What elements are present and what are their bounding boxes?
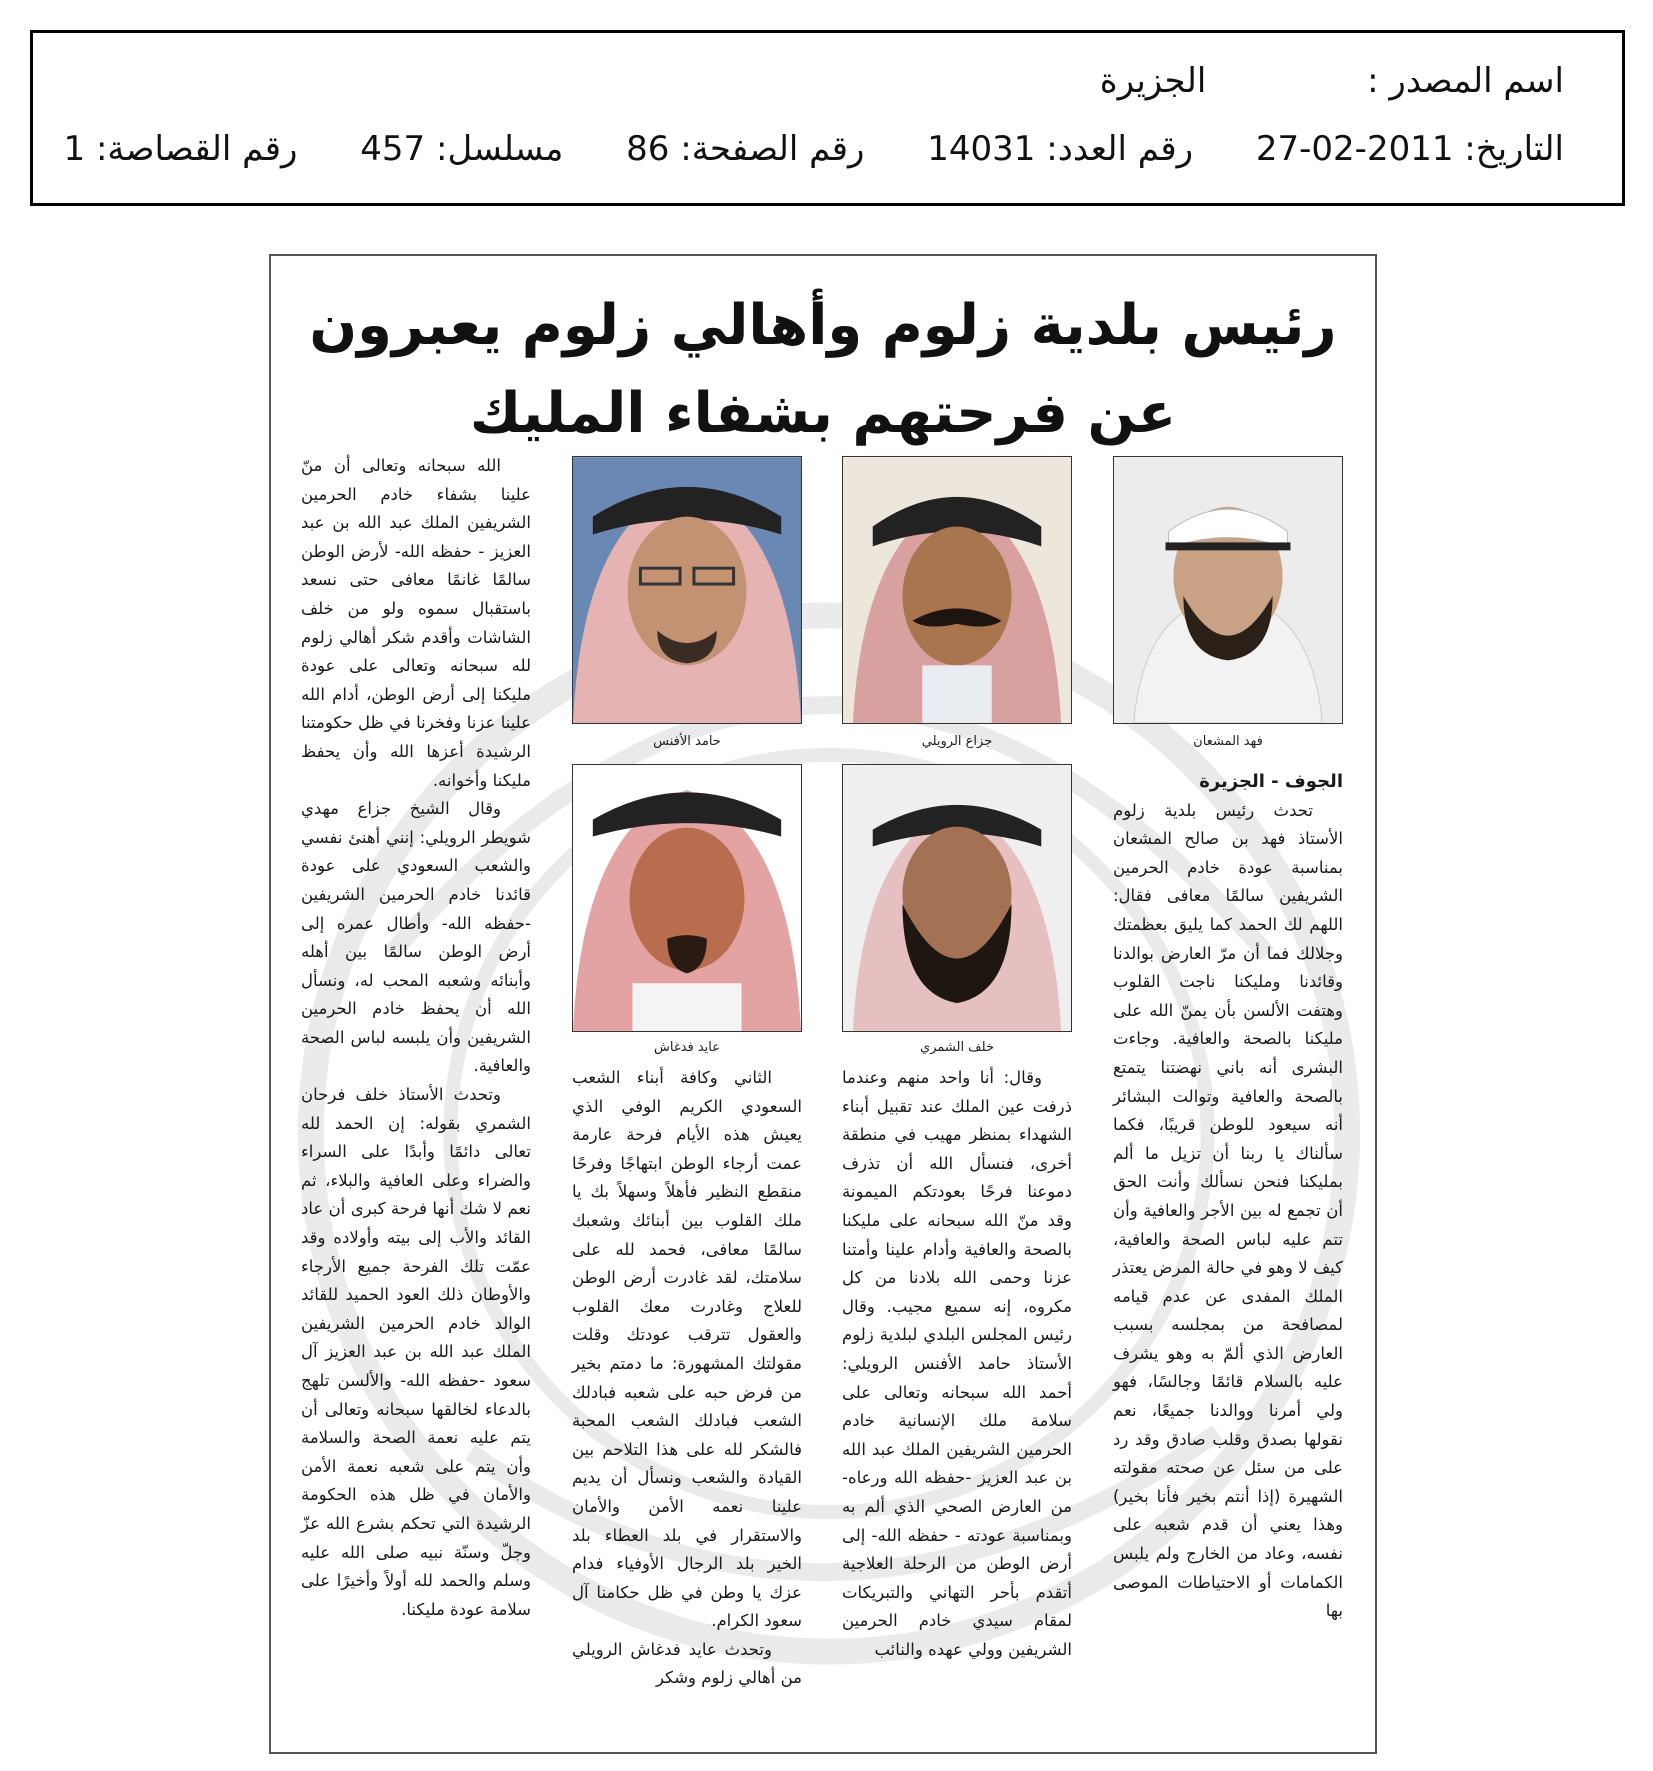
serial-value: 457 — [360, 129, 426, 169]
source-info-box — [30, 30, 1625, 206]
photo-caption-3: حامد الأفنس — [653, 734, 721, 749]
portrait-photo-2 — [842, 456, 1072, 724]
headline-line-1: رئيس بلدية زلوم وأهالي زلوم يعبرون — [309, 293, 1337, 358]
clip-label: رقم القصاصة: — [95, 129, 298, 169]
headline — [271, 282, 1375, 458]
issue-label: رقم العدد: — [1046, 129, 1194, 169]
page-label: رقم الصفحة: — [680, 129, 865, 169]
dateline-paper: الجزيرة — [1199, 771, 1265, 792]
column-3 — [572, 1064, 802, 1693]
source-row — [1100, 61, 1564, 101]
portrait-image-3 — [573, 457, 801, 723]
headline-line-2: عن فرحتهم بشفاء المليك — [469, 381, 1177, 446]
portrait-image-2 — [843, 457, 1071, 723]
photo-caption-5: عايد فدغاش — [654, 1040, 720, 1055]
serial-label: مسلسل: — [436, 129, 564, 169]
issue-value: 14031 — [927, 129, 1036, 169]
portrait-photo-1 — [1113, 456, 1343, 724]
paragraph: الله سبحانه وتعالى أن منّ علينا بشفاء خادم الحرمين الشريفين الملك عبد الله بن عبد العزيز - حفظه الله- لأرض الوطن سالمًا غانمًا معافى حتى نسعد باستقبال سموه ولو من خلف الشاشات وأقدم شكر أهالي زلوم لله سبحانه وتعالى على عودة مليكنا إلى أرض الوطن، أدام الله علينا عزنا وفخرنا في ظل حكومتنا الرشيدة أعزها الله وأن يحفظ مليكنا وأخوانه. — [301, 456, 531, 790]
photo-caption-4: خلف الشمري — [920, 1040, 994, 1055]
portrait-image-1 — [1114, 457, 1342, 723]
portrait-photo-3 — [572, 456, 802, 724]
paragraph: وتحدث عايد فدغاش الرويلي من أهالي زلوم وشكر — [572, 1639, 802, 1688]
source-value: الجزيرة — [1099, 61, 1207, 101]
paragraph: تحدث رئيس بلدية زلوم الأستاذ فهد بن صالح المشعان بمناسبة عودة خادم الحرمين الشريفين سالمًا معافى فقال: اللهم لك الحمد كما يليق بعظمتك وجلالك فما أن مرّ العارض بوالدنا وقائدنا ومليكنا ناجت القلوب وهتفت الألسن بأن يمنّ الله على مليكنا بالصحة والعافية. وجاءت البشرى أنه باني نهضتنا يتمتع بالصحة والعافية وتوالت البشائر أنه سيعود للوطن قريبًا، فكما سألناك يا ربنا أن تزيل ما ألم بمليكنا فنحن نسألك وأنت الحق أن تجمع له بين الأجر والعافية وأن تتم عليه لباس الصحة والعافية، كيف لا وهو في حالة المرض يعتذر الملك المفدى عن عدم قيامه لمصافحة من بمجلسه بسبب العارض الذي ألمّ به وهو يشرف عليه بالسلام قائمًا وجالسًا، فهو ولي أمرنا ووالدنا جميعًا، نعم نقولها بصدق وقلب صادق وقد رد على من سئل عن صحته مقولته الشهيرة (إذا أنتم بخير فأنا بخير) وهذا يعني أن قدم شعبه على نفسه، وعاد من الخارج ولم يلبس الكمامات أو الاحتياطات الموصى بها — [1113, 800, 1343, 1621]
portrait-image-4 — [843, 765, 1071, 1031]
portrait-photo-4 — [842, 764, 1072, 1032]
paragraph: الثاني وكافة أبناء الشعب السعودي الكريم الوفي الذي يعيش هذه الأيام فرحة عارمة عمت أرجاء الوطن ابتهاجًا وفرحًا منقطع النظير فأهلاً وسهلاً بك يا ملك القلوب بين أبنائك وشعبك سالمًا معافى، فحمد لله على سلامتك، لقد غادرت أرض الوطن للعلاج وغادرت معك القلوب والعقول تترقب عودتك وقلت مقولتك المشهورة: ما دمتم بخير من فرض حبه على شعبه فبادلك الشعب فبادلك الشعب المحبة فالشكر لله على هذا التلاحم بين القيادة والشعب ونسأل أن يديم علينا نعمه الأمن والأمان والاستقرار في بلد العطاء بلد الخير بلد الرجال الأوفياء فدام عزك يا وطن في ظل حكامنا آل سعود الكرام. — [572, 1068, 802, 1631]
portrait-photo-5 — [572, 764, 802, 1032]
portrait-image-5 — [573, 765, 801, 1031]
source-label: اسم المصدر : — [1367, 61, 1564, 101]
dateline — [1113, 768, 1343, 797]
column-4 — [301, 452, 531, 1624]
photo-caption-2: جزاع الرويلي — [921, 734, 993, 749]
clip-value: 1 — [63, 129, 86, 169]
paragraph: وقال: أنا واحد منهم وعندما ذرفت عين الملك عند تقبيل أبناء الشهداء بمنظر مهيب في منطقة أخرى، فنسأل الله أن تذرف دموعنا فرحًا بعودتكم الميمونة وقد منّ الله سبحانه على مليكنا بالصحة والعافية وأدام علينا وأمتنا عزنا وحمى الله بلادنا من كل مكروه، إنه سميع مجيب. وقال رئيس المجلس البلدي لبلدية زلوم الأستاذ حامد الأفنس الرويلي: أحمد الله سبحانه وتعالى على سلامة ملك الإنسانية خادم الحرمين الشريفين الملك عبد الله بن عبد العزيز -حفظه الله ورعاه- من العارض الصحي الذي ألم به وبمناسبة عودته - حفظه الله- إلى أرض الوطن من الرحلة العلاجية أتقدم بأحر التهاني والتبريكات لمقام سيدي خادم الحرمين الشريفين وولي عهده والنائب — [842, 1068, 1072, 1659]
column-2 — [842, 1064, 1072, 1664]
photo-caption-1: فهد المشعان — [1193, 734, 1263, 749]
paragraph: وقال الشيخ جزاع مهدي شويطر الرويلي: إنني أهنئ نفسي والشعب السعودي على عودة قائدنا خادم الحرمين الشريفين -حفظه الله- وأطال عمره إلى أرض الوطن سالمًا بين أهله وأبنائه وشعبه المحب له، ونسأل الله أن يحفظ خادم الحرمين الشريفين وأن يلبسه لباس الصحة والعافية. — [301, 799, 531, 1076]
details-row — [12, 129, 1565, 169]
paragraph: وتحدث الأستاذ خلف فرحان الشمري بقوله: إن الحمد لله تعالى دائمًا وأبدًا على السراء والضراء وعلى العافية والبلاء، ثم نعم لا شك أنها فرحة كبرى أن عاد القائد والأب إلى بيته وأولاده وقد عمّت تلك الفرحة جميع الأرجاء والأوطان ذلك العود الحميد للقائد الوالد خادم الحرمين الشريفين الملك عبد الله بن عبد العزيز آل سعود -حفظه الله- والألسن تلهج بالدعاء لخالقها سبحانه وتعالى أن يتم عليه نعمة الصحة والسلامة وأن يتم على شعبه نعمة الأمن والأمان في ظل هذه الحكومة الرشيدة التي تحكم بشرع الله عزّ وجلّ وسنّة نبيه صلى الله عليه وسلم والحمد لله أولاً وأخيرًا على سلامة عودة مليكنا. — [301, 1085, 531, 1619]
page-value: 86 — [626, 129, 670, 169]
column-1 — [1113, 768, 1343, 1626]
date-value: 2011-02-27 — [1255, 129, 1454, 169]
dateline-place: الجوف - — [1271, 771, 1343, 792]
article-clipping — [269, 254, 1377, 1754]
date-label: التاريخ: — [1464, 129, 1564, 169]
